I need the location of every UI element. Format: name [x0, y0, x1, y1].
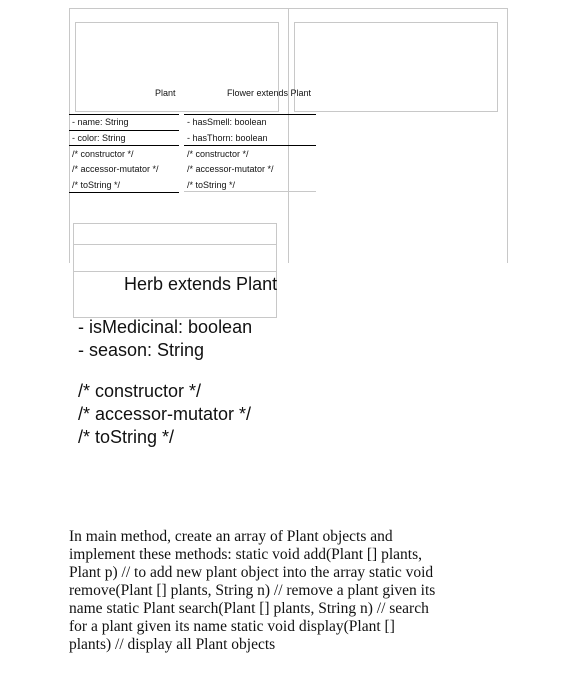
plant-method-tostring: /* toString */ — [72, 180, 121, 190]
plant-attr-divider — [69, 130, 179, 131]
flower-bottom-divider — [184, 191, 316, 192]
plant-attr-name: - name: String — [72, 117, 129, 127]
plant-class-title: Plant — [155, 88, 176, 98]
flower-method-accessor: /* accessor-mutator */ — [187, 164, 274, 174]
plant-bottom-divider — [69, 192, 179, 193]
herb-class-title: Herb extends Plant — [124, 274, 278, 294]
flower-attr-hasthorn: - hasThorn: boolean — [187, 133, 268, 143]
plant-title-divider — [69, 114, 179, 115]
outer-frame-left — [69, 8, 70, 263]
plant-methods-divider — [69, 145, 179, 146]
outer-frame-right — [507, 8, 508, 263]
plant-method-accessor: /* accessor-mutator */ — [72, 164, 159, 174]
plant-attr-color: - color: String — [72, 133, 126, 143]
herb-method-tostring: /* toString */ — [78, 427, 175, 447]
flower-methods-divider — [184, 145, 316, 146]
plant-method-constructor: /* constructor */ — [72, 149, 134, 159]
outer-frame-middle — [288, 8, 289, 263]
instructions-text: In main method, create an array of Plant objects and implement these methods: static void add(Plant [] plants, Plant p) // to add new plant object into the array static void remove(Plant [] plants, String n) // remove a plant given its name static Plant search(Plant [] plants, String n) // search for a plant given its name static void display(Plant [] plants) // display all Plant objects — [69, 528, 436, 653]
herb-attr-ismedicinal: - isMedicinal: boolean — [78, 317, 253, 337]
herb-box-mid — [73, 244, 277, 272]
flower-title-divider — [184, 114, 316, 115]
flower-attr-hassmell: - hasSmell: boolean — [187, 117, 267, 127]
herb-method-constructor: /* constructor */ — [78, 381, 202, 401]
flower-method-tostring: /* toString */ — [187, 180, 236, 190]
flower-class-title: Flower extends Plant — [227, 88, 312, 98]
herb-attr-season: - season: String — [78, 340, 205, 360]
flower-method-constructor: /* constructor */ — [187, 149, 249, 159]
flower-title-box — [294, 22, 498, 112]
herb-method-accessor: /* accessor-mutator */ — [78, 404, 252, 424]
herb-box-top — [73, 223, 277, 245]
